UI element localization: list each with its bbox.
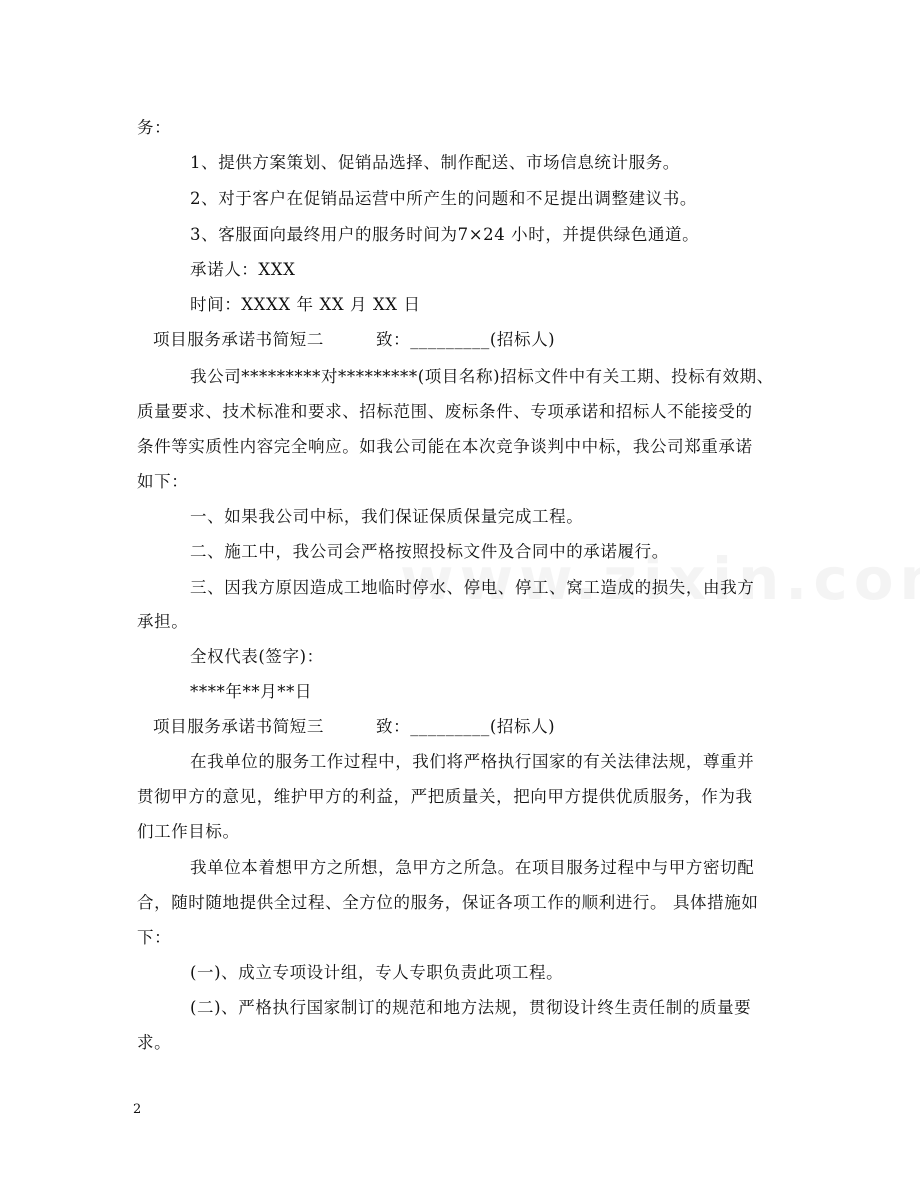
paragraph-line: 务： xyxy=(137,118,172,137)
list-item: 2、对于客户在促销品运营中所产生的问题和不足提出调整建议书。 xyxy=(190,189,697,208)
paragraph-line: 们工作目标。 xyxy=(137,822,240,841)
paragraph-line: 合，随时随地提供全过程、全方位的服务，保证各项工作的顺利进行。 具体措施如 xyxy=(137,893,759,912)
addressee-line: 致：_________(招标人) xyxy=(376,717,556,736)
list-item: (二)、严格执行国家制订的规范和地方法规，贯彻设计终生责任制的质量要 xyxy=(190,998,752,1017)
paragraph-line: 质量要求、技术标准和要求、招标范围、废标条件、专项承诺和招标人不能接受的 xyxy=(137,402,753,421)
signature-line: 全权代表(签字)： xyxy=(190,647,324,666)
paragraph-line: 我公司*********对*********(项目名称)招标文件中有关工期、投标有效期、 xyxy=(190,367,774,386)
list-item: 一、如果我公司中标，我们保证保质保量完成工程。 xyxy=(190,507,584,526)
heading-title: 项目服务承诺书简短二 xyxy=(153,330,324,349)
list-item: 1、提供方案策划、促销品选择、制作配送、市场信息统计服务。 xyxy=(190,153,680,172)
list-item: (一)、成立专项设计组，专人专职负责此项工程。 xyxy=(190,963,564,982)
paragraph-line: 条件等实质性内容完全响应。如我公司能在本次竞争谈判中中标，我公司郑重承诺 xyxy=(137,437,753,456)
date-line: ****年**月**日 xyxy=(190,682,313,701)
paragraph-line: 如下： xyxy=(137,472,189,491)
signatory-line: 承诺人：XXX xyxy=(190,260,296,279)
section-heading xyxy=(153,330,555,350)
paragraph-line: 我单位本着想甲方之所想，急甲方之所急。在项目服务过程中与甲方密切配 xyxy=(190,858,755,877)
paragraph-line: 求。 xyxy=(137,1033,172,1052)
list-item: 二、施工中，我公司会严格按照投标文件及合同中的承诺履行。 xyxy=(190,542,669,561)
paragraph-line: 下： xyxy=(137,928,172,947)
heading-title: 项目服务承诺书简短三 xyxy=(153,717,324,736)
page-number: 2 xyxy=(133,1102,142,1117)
paragraph-line: 贯彻甲方的意见，维护甲方的利益，严把质量关，把向甲方提供优质服务，作为我 xyxy=(137,787,753,806)
list-item: 三、因我方原因造成工地临时停水、停电、停工、窝工造成的损失，由我方 xyxy=(190,578,755,597)
date-line: 时间：XXXX 年 XX 月 XX 日 xyxy=(190,295,421,314)
paragraph-line: 承担。 xyxy=(137,612,189,631)
section-heading xyxy=(153,717,555,737)
addressee-line: 致：_________(招标人) xyxy=(376,330,556,349)
list-item: 3、客服面向最终用户的服务时间为7×24 小时，并提供绿色通道。 xyxy=(190,225,700,244)
paragraph-line: 在我单位的服务工作过程中，我们将严格执行国家的有关法律法规，尊重并 xyxy=(190,752,755,771)
